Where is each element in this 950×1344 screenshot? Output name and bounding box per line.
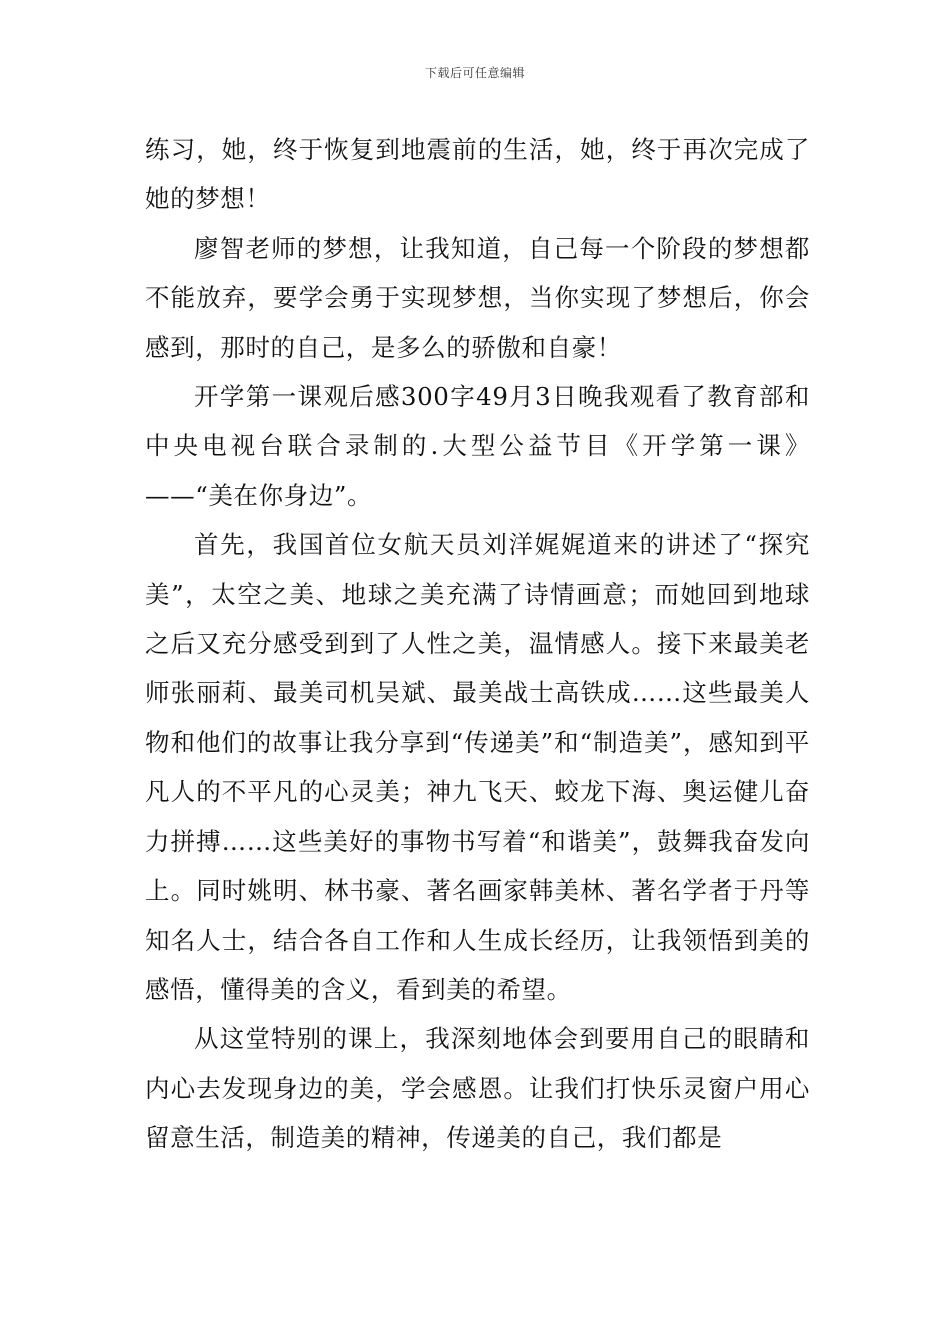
paragraph-conclusion: 从这堂特别的课上，我深刻地体会到要用自己的眼睛和内心去发现身边的美，学会感恩。让我们打快乐灵窗户用心留意生活，制造美的精神，传递美的自己，我们都是 — [145, 1024, 810, 1153]
paragraph-dream: 廖智老师的梦想，让我知道，自己每一个阶段的梦想都不能放弃，要学会勇于实现梦想，当你实现了梦想后，你会感到，那时的自己，是多么的骄傲和自豪！ — [145, 233, 810, 362]
document-body — [145, 125, 810, 1163]
paragraph-continuation: 练习，她，终于恢复到地震前的生活，她，终于再次完成了她的梦想！ — [145, 135, 810, 214]
paragraph-beauty: 首先，我国首位女航天员刘洋娓娓道来的讲述了“探究美”，太空之美、地球之美充满了诗情画意；而她回到地球之后又充分感受到到了人性之美，温情感人。接下来最美老师张丽莉、最美司机吴斌、最美战士高铁成……这些最美人物和他们的故事让我分享到“传递美”和“制造美”，感知到平凡人的不平凡的心灵美；神九飞天、蛟龙下海、奥运健儿奋力拼搏……这些美好的事物书写着“和谐美”，鼓舞我奋发向上。同时姚明、林书豪、著名画家韩美林、著名学者于丹等知名人士，结合各自工作和人生成长经历，让我领悟到美的感悟，懂得美的含义，看到美的希望。 — [145, 530, 810, 1004]
paragraph-intro: 开学第一课观后感300字49月3日晚我观看了教育部和中央电视台联合录制的.大型公益节目《开学第一课》——“美在你身边”。 — [145, 382, 810, 510]
page-header-note: 下载后可任意编辑 — [424, 66, 525, 80]
